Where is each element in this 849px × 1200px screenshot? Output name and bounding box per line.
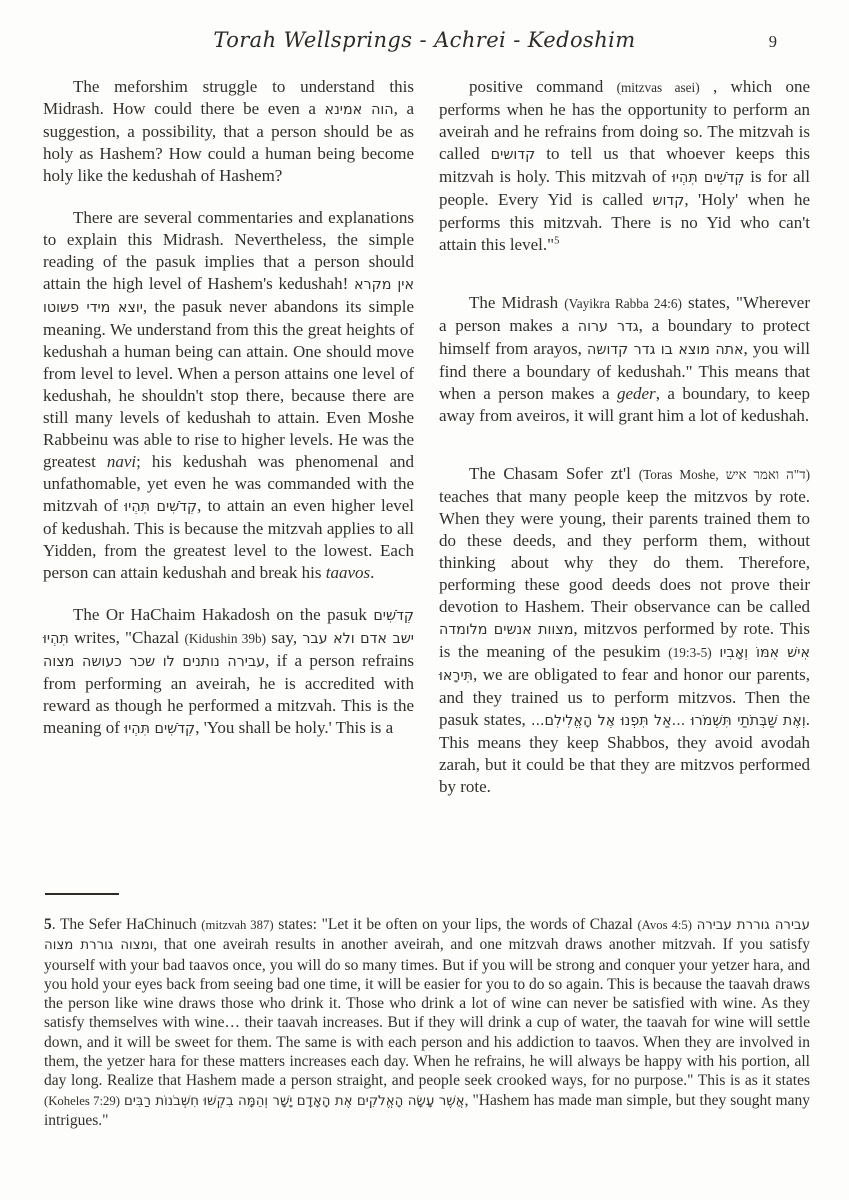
text-run: , mitzvos performed by rote. This is the meaning of the pesukim (439, 619, 810, 661)
text-run: The Or HaChaim Hakadosh on the pasuk (73, 605, 374, 624)
heb-text-run: וְאֶת שַׁבְּתֹתַי תִּשְׁמֹרוּ ...אַל תִּפְנוּ אֶל הָאֱלִילִם... (530, 713, 806, 729)
b-text-run: 5 (44, 916, 52, 933)
text-run: , to attain an even higher level of kedushah. This is because the mitzvah applies to all Yidden, from the greatest level to the lowest. Each person can attain kedushah and break his (43, 496, 415, 582)
text-run: , which one performs when he has the opportunity to perform an aveirah and he refrains from doing so. The mitzvah is called (439, 77, 810, 163)
heb-text-run: אין מקרא יוצא מידי פשוטו (43, 277, 414, 316)
text-run: , you will find there a boundary of kedushah." This means that when a person makes a (439, 339, 810, 403)
paragraph (439, 76, 810, 256)
ref-text-run: (Toras Moshe, ד"ה ואמר איש) (638, 467, 810, 482)
it-text-run: navi (106, 452, 137, 471)
heb-text-run: קְדֹשִׁים תִּהְיוּ (671, 170, 745, 186)
paragraph (439, 463, 810, 798)
text-run: , "Hashem has made man simple, but they sought many intrigues." (44, 1091, 810, 1129)
left-column (43, 76, 414, 888)
ref-text-run: (Vayikra Rabba 24:6) (564, 296, 682, 311)
page-title: Torah Wellsprings - Achrei - Kedoshim (213, 28, 636, 52)
text-run: The Midrash (469, 293, 565, 312)
two-column-text (0, 66, 849, 888)
text-run: is for all people. Every Yid is called (439, 167, 810, 209)
heb-text-run: קְדֹשִׁים תִּהְיוּ (43, 608, 414, 647)
text-run: , a boundary, to keep away from aveiros, it will grant him a lot of kedushah. (439, 384, 810, 425)
paragraph (439, 292, 810, 427)
text-run: ; his kedushah was phenomenal and unfathomable, yet even he was commanded with the mitzvah of (43, 452, 415, 515)
text-run: The Chasam Sofer zt'l (469, 464, 639, 483)
page-header (0, 0, 849, 66)
text-run: , the pasuk never abandons its simple meaning. We understand from this the great heights of kedushah a human being can attain. One should move from level to level. When a person attains one level of kedushah, he shouldn't stop there, because there are still many levels of kedushah to attain. Even Moshe Rabbeinu was able to rise to higher levels. He was the greatest (43, 297, 415, 471)
text-run: , if a person refrains from performing an aveirah, he is accredited with reward as though he performed a mitzvah. This is the meaning of (43, 651, 414, 737)
ref-text-run: (Avos 4:5) (637, 918, 692, 932)
text-run: states, "Wherever a person makes a (439, 293, 810, 335)
footnote-section (0, 893, 849, 1130)
heb-text-run: אִישׁ אִמּוֹ וְאָבִיו תִּירָאוּ (439, 645, 810, 684)
heb-text-run: אתה מוצא בו גדר קדושה (587, 342, 744, 358)
heb-text-run: הוה אמינא (324, 102, 394, 118)
paragraph (43, 604, 414, 740)
paragraph (43, 207, 414, 584)
heb-text-run: אֲשֶׁר עָשָׂה הָאֱלֹקִים אֶת הָאָדָם יָשָׁר וְהֵמָּה בִקְשׁוּ חִשְּׁבֹנוֹת רַבִּים (124, 1093, 465, 1109)
text-run: . (370, 563, 375, 582)
heb-text-run: ישב אדם ולא עבר עבירה נותנים לו שכר כעושה מצוה (43, 631, 414, 670)
ref-text-run: (19:3-5) (668, 645, 712, 660)
heb-text-run: קדוש (652, 193, 685, 209)
heb-text-run: קדושים (490, 147, 536, 163)
text-run: writes, "Chazal (68, 628, 185, 647)
text-run: , a boundary to protect himself from arayos, (439, 316, 810, 358)
text-run: . The Sefer HaChinuch (51, 916, 202, 933)
text-run: . This means they keep Shabbos, they avoid avodah zarah, but it could be that they are mitzvos performed by rote. (439, 710, 810, 796)
ref-text-run: (mitzvah 387) (201, 918, 274, 932)
text-run: , we are obligated to fear and honor our parents, and they trained us to perform mitzvos. Then the pasuk states, (439, 665, 810, 729)
sup-text-run: 5 (554, 235, 560, 247)
heb-text-run: קְדֹשִׁים תִּהְיוּ (124, 721, 196, 737)
ref-text-run: (Kidushin 39b) (184, 631, 267, 646)
ref-text-run: (Koheles 7:29) (44, 1093, 120, 1108)
footnote-divider (45, 893, 119, 895)
text-run: , a suggestion, a possibility, that a person should be as holy as Hashem? How could a human being become holy like the kedushah of Hashem? (43, 99, 415, 185)
text-run: , that one aveirah results in another aveirah, and one mitzvah draws another mitzvah. If you satisfy yourself with your bad taavos once, you will do so many times. But if you will be strong and conquer your yetzer hara, and you hold your eyes back from seeing bad one time, it will be easier for you to do so again. This is because the taavah draws the person like wine draws those who drink it. Those who drink a lot of wine can never be satisfied with wine. As they satisfy themselves with wine… their taavah increases. But if they will drink a cup of water, the taavah for wine will settle down, and it will be sweet for them. The same is with each person and his addiction to taavos. When they are involved in them, the yetzer hara for these matters increases each day. When he refrains, he will always be happy with his portion, all day long. Realize that Hashem made a person straight, and people seek crooked ways, for no purpose." This is as it states (44, 936, 810, 1090)
text-run: say, (266, 628, 303, 647)
text-run: There are several commentaries and explanations to explain this Midrash. Nevertheless, the simple reading of the pasuk implies that a person should attain the high level of Hashem's kedushah! (43, 208, 414, 293)
paragraph (43, 76, 414, 187)
heb-text-run: עבירה גוררת עבירה ומצוה גוררת מצוה (44, 918, 810, 954)
page-number: 9 (768, 32, 777, 51)
heb-text-run: קְדֹשִׁים תִּהְיוּ (124, 499, 198, 515)
it-text-run: taavos (325, 563, 371, 582)
text-run: states: "Let it be often on your lips, the words of Chazal (273, 916, 638, 933)
text-run: to tell us that whoever keeps this mitzvah is holy. This mitzvah of (439, 144, 810, 186)
text-run: The meforshim struggle to understand this Midrash. How could there be even a (43, 77, 414, 118)
text-run: , 'You shall be holy.' This is a (195, 718, 394, 737)
footnote (44, 915, 810, 1130)
heb-text-run: מצוות אנשים מלומדה (439, 622, 574, 638)
text-run: , 'Holy' when he performs this mitzvah. There is no Yid who can't attain this level." (439, 190, 810, 254)
right-column (439, 76, 810, 888)
heb-text-run: גדר ערוה (577, 319, 639, 335)
ref-text-run: (mitzvas asei) (616, 80, 700, 95)
text-run: positive command (469, 77, 617, 96)
text-run: teaches that many people keep the mitzvos by rote. When they were young, their parents trained them to do these deeds, and they perform them, without thinking about why they do them. Therefore, performing these good deeds does not prove their devotion to Hashem. Their observance can be called (439, 487, 810, 616)
it-text-run: geder (616, 384, 656, 403)
